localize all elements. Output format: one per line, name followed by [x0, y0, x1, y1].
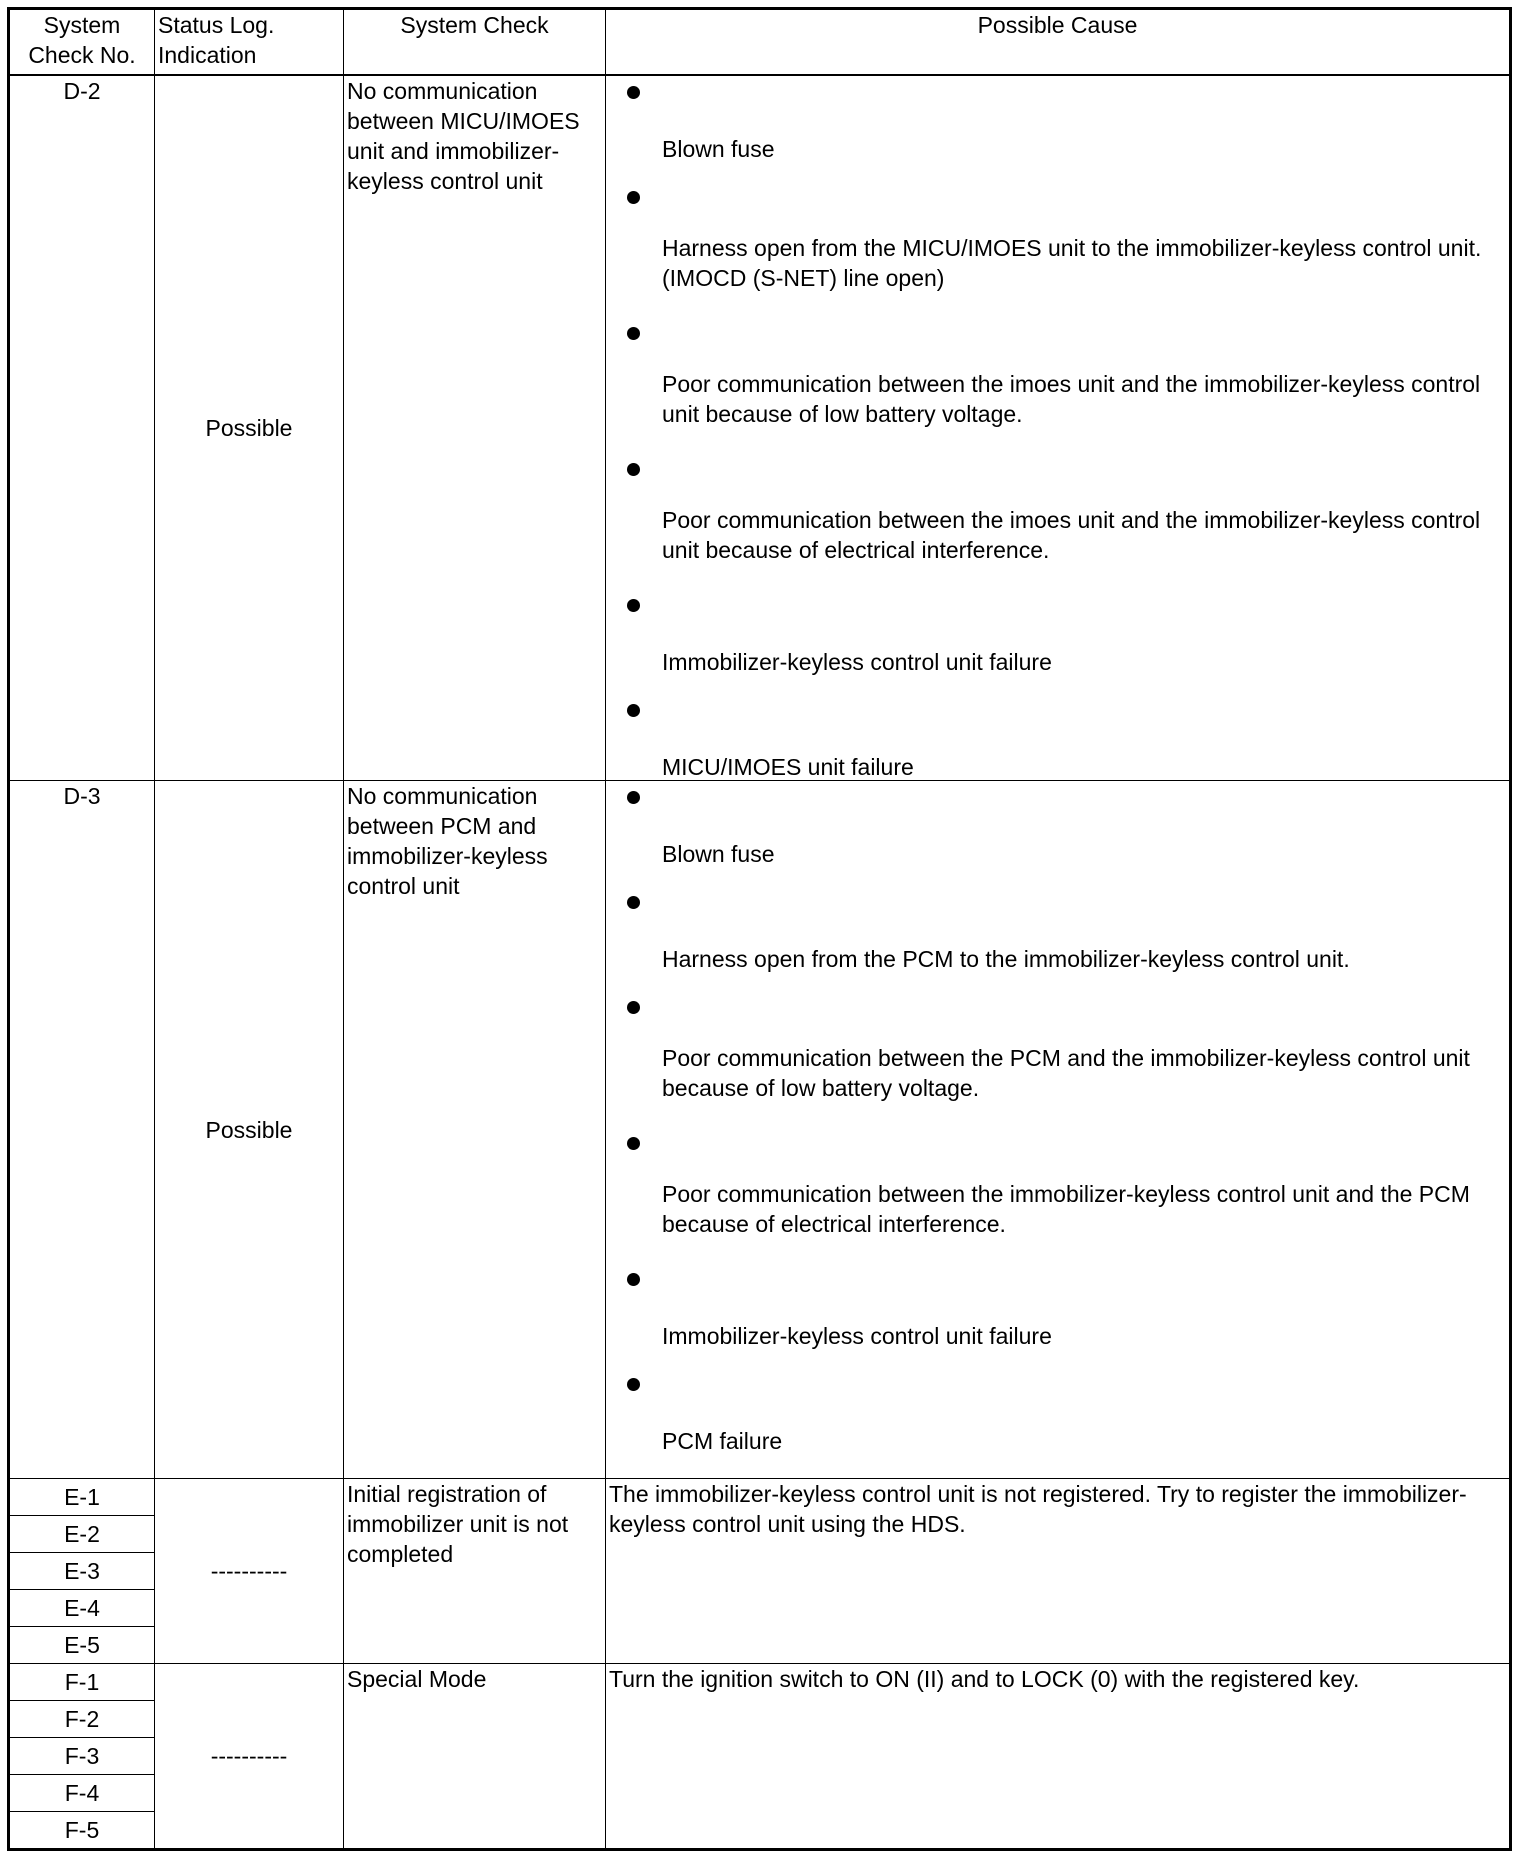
bullet-icon — [627, 791, 640, 804]
cause-text: Immobilizer-keyless control unit failure — [662, 1323, 1052, 1349]
bullet-icon — [627, 463, 640, 476]
system-check-cell: Special Mode — [344, 1664, 606, 1850]
cause-item — [616, 459, 1506, 595]
possible-cause-cell: Turn the ignition switch to ON (II) and to LOCK (0) with the registered key. — [606, 1664, 1511, 1850]
bullet-icon — [627, 704, 640, 717]
table-row-f1 — [9, 1664, 1511, 1701]
status-cell: Possible — [155, 75, 344, 781]
cause-item — [616, 787, 1506, 892]
cause-text: Poor communication between the imoes unit and the immobilizer-keyless control unit because of low battery voltage. — [662, 371, 1481, 427]
system-check-cell: Initial registration of immobilizer unit is not completed — [344, 1479, 606, 1664]
cause-item — [616, 595, 1506, 700]
header-system-check: System Check — [344, 9, 606, 76]
possible-cause-cell — [606, 781, 1511, 1479]
check-no-cell: E-1 — [9, 1479, 155, 1516]
system-check-cell: No communication between PCM and immobilizer-keyless control unit — [344, 781, 606, 1479]
bullet-icon — [627, 191, 640, 204]
table-row-d3 — [9, 781, 1511, 1479]
header-status-log: Status Log. Indication — [155, 9, 344, 76]
check-no-cell: F-2 — [9, 1701, 155, 1738]
cause-item — [616, 1133, 1506, 1269]
check-no-cell: E-2 — [9, 1516, 155, 1553]
cause-item — [616, 700, 1506, 780]
bullet-icon — [627, 327, 640, 340]
possible-cause-cell — [606, 75, 1511, 781]
bullet-icon — [627, 86, 640, 99]
bullet-icon — [627, 599, 640, 612]
check-no-cell: D-3 — [9, 781, 155, 1479]
cause-item — [616, 323, 1506, 459]
cause-item — [616, 187, 1506, 323]
header-row — [9, 9, 1511, 76]
cause-item — [616, 892, 1506, 997]
cause-text: PCM failure — [662, 1428, 783, 1454]
cause-text: Poor communication between the immobilizer-keyless control unit and the PCM because of electrical interference. — [662, 1181, 1470, 1237]
system-check-cell: No communication between MICU/IMOES unit and immobilizer-keyless control unit — [344, 75, 606, 781]
check-no-cell: F-3 — [9, 1738, 155, 1775]
bullet-icon — [627, 1378, 640, 1391]
cause-text: MICU/IMOES unit failure — [662, 754, 914, 780]
cause-item — [616, 997, 1506, 1133]
cause-text: Immobilizer-keyless control unit failure — [662, 649, 1052, 675]
bullet-icon — [627, 896, 640, 909]
cause-item — [616, 1269, 1506, 1374]
check-no-cell: F-4 — [9, 1775, 155, 1812]
header-check-no: System Check No. — [9, 9, 155, 76]
cause-text: Poor communication between the PCM and the immobilizer-keyless control unit because of low battery voltage. — [662, 1045, 1470, 1101]
cause-text: Poor communication between the imoes unit and the immobilizer-keyless control unit because of electrical interference. — [662, 507, 1481, 563]
table-row-d2 — [9, 75, 1511, 781]
check-no-cell: E-5 — [9, 1627, 155, 1664]
table-row-e1 — [9, 1479, 1511, 1516]
status-cell: Possible — [155, 781, 344, 1479]
cause-text: Harness open from the PCM to the immobilizer-keyless control unit. — [662, 946, 1350, 972]
diagnostic-table — [7, 7, 1512, 1851]
cause-text: Blown fuse — [662, 136, 775, 162]
bullet-icon — [627, 1273, 640, 1286]
check-no-cell: F-5 — [9, 1812, 155, 1850]
status-cell: ---------- — [155, 1664, 344, 1850]
cause-item — [616, 82, 1506, 187]
possible-cause-cell: The immobilizer-keyless control unit is not registered. Try to register the immobilizer-keyless control unit using the HDS. — [606, 1479, 1511, 1664]
header-possible-cause: Possible Cause — [606, 9, 1511, 76]
status-cell: ---------- — [155, 1479, 344, 1664]
bullet-icon — [627, 1001, 640, 1014]
cause-item — [616, 1374, 1506, 1454]
cause-text: Blown fuse — [662, 841, 775, 867]
check-no-cell: E-3 — [9, 1553, 155, 1590]
bullet-icon — [627, 1137, 640, 1150]
check-no-cell: E-4 — [9, 1590, 155, 1627]
check-no-cell: F-1 — [9, 1664, 155, 1701]
check-no-cell: D-2 — [9, 75, 155, 781]
cause-text: Harness open from the MICU/IMOES unit to the immobilizer-keyless control unit. (IMOCD (S-NET) line open) — [662, 235, 1482, 291]
